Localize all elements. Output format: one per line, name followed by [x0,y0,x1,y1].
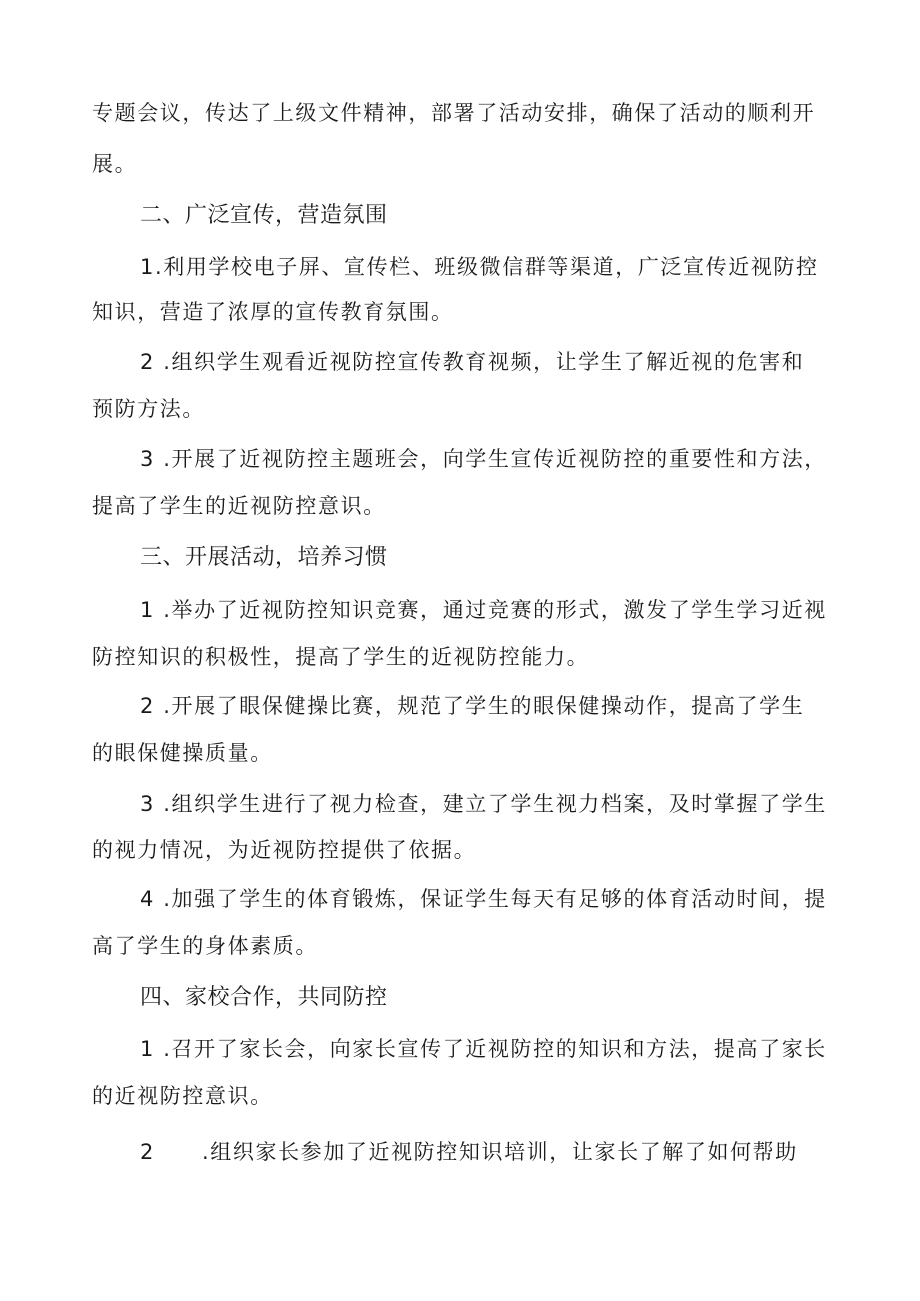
intro-line-2: 展。 [92,152,138,176]
section-heading-2: 二、广泛宣传，营造氛围 [140,202,388,227]
paragraph-line: 2 .组织学生观看近视防控宣传教育视频，让学生了解近视的危害和 [140,350,805,374]
paragraph-line: 3 .开展了近视防控主题班会，向学生宣传近视防控的重要性和方法， [140,447,827,471]
paragraph-line: 的眼保健操质量。 [92,741,273,765]
paragraph-line: 预防方法。 [92,397,205,421]
paragraph-line: 高了学生的身体素质。 [92,934,318,958]
paragraph-line [140,1138,798,1166]
paragraph-line: 3 .组织学生进行了视力检查，建立了学生视力档案，及时掌握了学生 [140,792,827,816]
paragraph-line: 提高了学生的近视防控意识。 [92,494,386,518]
paragraph-line: 1 .召开了家长会，向家长宣传了近视防控的知识和方法，提高了家长 [140,1037,827,1061]
paragraph-line: 的视力情况，为近视防控提供了依据。 [92,838,477,862]
paragraph-line: 1.利用学校电子屏、宣传栏、班级微信群等渠道，广泛宣传近视防控 [140,255,819,279]
paragraph-line: 1 .举办了近视防控知识竞赛，通过竞赛的形式，激发了学生学习近视 [140,598,827,622]
item-number: 2 [140,1140,155,1164]
paragraph-line: 知识，营造了浓厚的宣传教育氛围。 [92,300,454,324]
paragraph-line: 4 .加强了学生的体育锻炼，保证学生每天有足够的体育活动时间，提 [140,887,827,911]
paragraph-line: 防控知识的积极性，提高了学生的近视防控能力。 [92,645,590,669]
section-heading-3: 三、开展活动，培养习惯 [140,544,388,569]
paragraph-line: 的近视防控意识。 [92,1084,273,1108]
section-heading-4: 四、家校合作，共同防控 [140,984,388,1009]
paragraph-line: 2 .开展了眼保健操比赛，规范了学生的眼保健操动作，提高了学生 [140,694,805,718]
intro-line-1: 专题会议，传达了上级文件精神，部署了活动安排，确保了活动的顺利开 [92,101,816,125]
item-text: .组织家长参加了近视防控知识培训，让家长了解了如何帮助 [202,1140,798,1164]
